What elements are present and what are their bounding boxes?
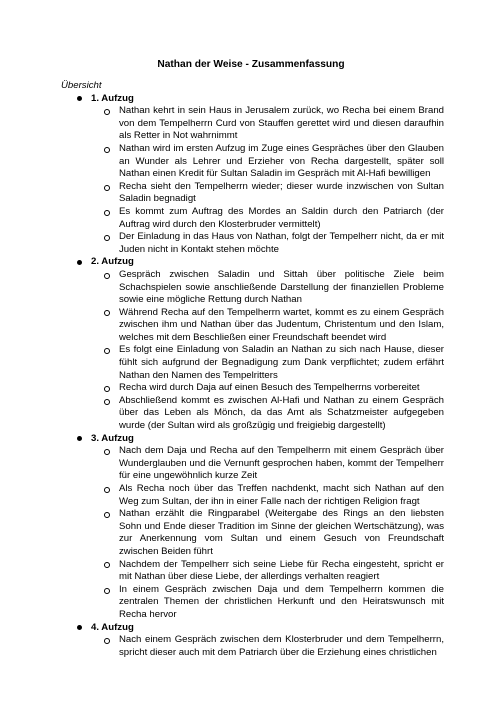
hollow-bullet-icon [104,449,110,455]
hollow-bullet-icon [104,273,110,279]
event-list [91,634,444,659]
list-item [91,181,444,206]
event-text: Der Einladung in das Haus von Nathan, folgt der Tempelherr nicht, da er mit Juden nicht in Kontakt stehen möchte [119,231,444,255]
list-item [91,395,444,433]
event-list [91,445,444,621]
event-text: Gespräch zwischen Saladin und Sittah über politische Ziele beim Schachspielen sowie anschließende Darstellung der finanziellen Probleme sowie eine mögliche Rettung durch Nathan [119,268,444,306]
event-text: In einem Gespräch zwischen Daja und dem Tempelherrn kommen die zentralen Themen der christlichen Herkunft und den Heiratswunsch mit Recha hervor [119,583,444,620]
hollow-bullet-icon [104,310,110,316]
act-heading [91,622,444,635]
act-section [58,256,444,432]
event-text: Als Recha noch über das Treffen nachdenkt, macht sich Nathan auf den Weg zum Sultan, der ihn in einer Falle nach der richtigen Religion fragt [119,483,444,507]
act-section [58,93,444,257]
hollow-bullet-icon [104,487,110,493]
hollow-bullet-icon [104,562,110,568]
list-item [91,508,444,558]
list-item [91,559,444,584]
filled-bullet-icon [77,96,82,101]
document-title: Nathan der Weise - Zusammenfassung [157,59,345,70]
filled-bullet-icon [77,625,82,630]
list-item [91,105,444,143]
event-list [91,269,444,433]
hollow-bullet-icon [104,386,110,392]
act-heading-text: 1. Aufzug [91,92,134,104]
event-text: Nach einem Gespräch zwischen dem Klosterbruder und dem Tempelherrn, spricht dieser auch mit dem Patriarch über die Erziehung eines christlichen [119,634,444,658]
hollow-bullet-icon [104,185,110,191]
hollow-bullet-icon [104,109,110,115]
list-item [91,634,444,659]
list-item [91,382,444,395]
list-item [91,231,444,256]
filled-bullet-icon [77,436,82,441]
list-item [91,307,444,345]
overview-label: Übersicht [61,80,102,91]
act-heading-text: 3. Aufzug [91,432,134,444]
act-heading [91,256,444,269]
hollow-bullet-icon [104,512,110,518]
filled-bullet-icon [77,260,82,265]
hollow-bullet-icon [104,210,110,216]
list-item [91,344,444,382]
act-section [58,433,444,622]
hollow-bullet-icon [104,588,110,594]
act-heading [91,433,444,446]
event-text: Es folgt eine Einladung von Saladin an Nathan zu sich nach Hause, dieser fühlt sich aufgrund der Begnadigung zum Dank verpflichtet; zudem erfährt Nathan den Namen des Tempelritters [119,344,444,381]
event-text: Recha sieht den Tempelherrn wieder; dieser wurde inzwischen von Sultan Saladin begnadigt [119,180,444,205]
list-item [91,584,444,622]
list-item [91,445,444,483]
event-text: Während Recha auf den Tempelherrn wartet, kommt es zu einem Gespräch zwischen ihm und Nathan über das Judentum, Christentum und den Islam, welches mit dem Beschließen einer Freundschaft beendet wird [119,306,444,343]
list-item [91,483,444,508]
event-text: Nachdem der Tempelherr sich seine Liebe für Recha eingesteht, spricht er mit Nathan über diese Liebe, der allerdings verhalten reagiert [119,558,444,583]
act-section [58,622,444,660]
event-text: Nach dem Daja und Recha auf den Tempelherrn mit einem Gespräch über Wunderglauben und die Vernunft gesprochen haben, kommt der Tempelherr für eine ungewöhnlich kurze Zeit [119,445,444,482]
event-text: Abschließend kommt es zwischen Al-Hafi und Nathan zu einem Gespräch über das Leben als Mönch, da das Amt als Schatzmeister aufgegeben wurde (der Sultan wird als großzügig und freigiebig dargestellt) [119,394,444,432]
hollow-bullet-icon [104,399,110,405]
event-text: Nathan kehrt in sein Haus in Jerusalem zurück, wo Recha bei einem Brand von dem Tempelherrn Curd von Stauffen gerettet wird und diesen daraufhin als Retter in Not wahrnimmt [119,105,444,142]
event-list [91,105,444,256]
event-text: Nathan wird im ersten Aufzug im Zuge eines Gespräches über den Glauben an Wunder als Lehrer und Erzieher von Recha dargestellt, später soll Nathan einen Kredit für Sultan Saladin im Gespräch mit Al-Hafi bewilligen [119,142,444,180]
hollow-bullet-icon [104,638,110,644]
event-text: Nathan erzählt die Ringparabel (Weitergabe des Rings an den liebsten Sohn und Ende dieser Tradition im Sinne der gleichen Wertschätzung), was zur Anerkennung vom Sultan und einem Gesuch von Freundschaft zwischen Beiden führt [119,508,444,557]
event-text: Recha wird durch Daja auf einen Besuch des Tempelherrns vorbereitet [119,382,420,394]
hollow-bullet-icon [104,235,110,241]
act-heading-text: 2. Aufzug [91,256,134,268]
hollow-bullet-icon [104,348,110,354]
list-item [91,206,444,231]
act-heading-text: 4. Aufzug [91,621,134,633]
acts-list [58,93,444,660]
act-heading [91,93,444,106]
list-item [91,269,444,307]
hollow-bullet-icon [104,147,110,153]
event-text: Es kommt zum Auftrag des Mordes an Saldin durch den Patriarch (der Auftrag wird durch den Klosterbruder vermittelt) [119,205,444,230]
list-item [91,143,444,181]
